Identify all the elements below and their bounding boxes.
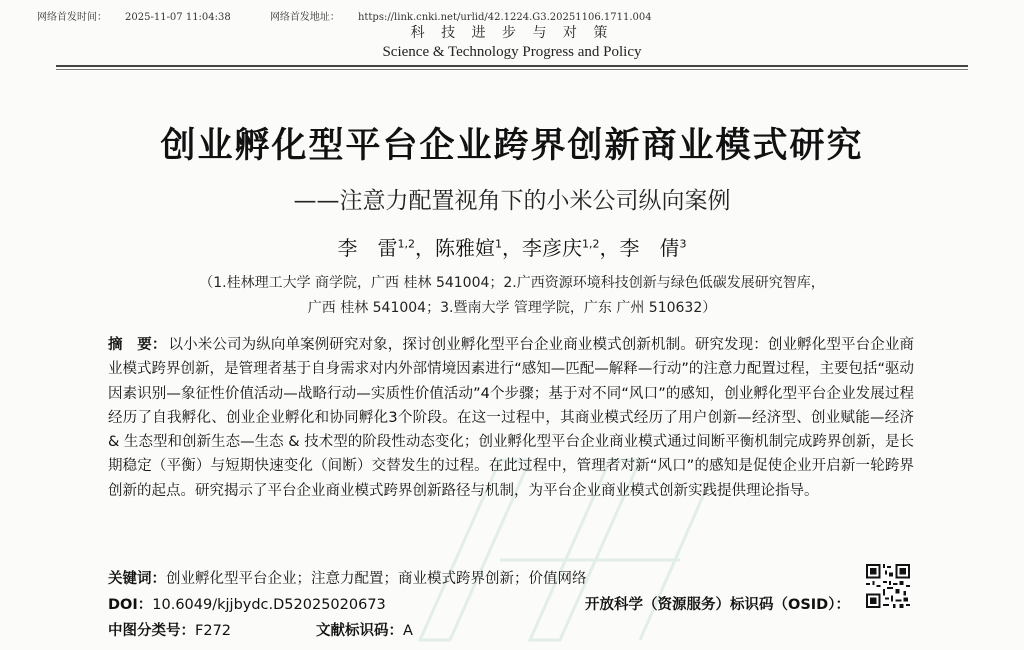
article-title: 创业孵化型平台企业跨界创新商业模式研究	[160, 126, 864, 166]
author-affil-sup: 3	[679, 237, 687, 251]
affiliation-line-2: 广西 桂林 541004；3.暨南大学 管理学院，广东 广州 510632）	[307, 300, 717, 316]
keywords	[108, 567, 587, 588]
header-rule-thin	[56, 69, 968, 70]
first-pub-time: 2025-11-07 11:04:38	[125, 12, 231, 23]
publication-meta-bar	[37, 8, 688, 23]
abstract-text: 以小米公司为纵向单案例研究对象，探讨创业孵化型平台企业商业模式创新机制。研究发现：创业孵化型平台企业商业模式跨界创新，是管理者基于自身需求对内外部情境因素进行“感知—匹配—解释—行动”的注意力配置过程，主要包括“驱动因素识别—象征性价值活动—战略行动—实质性价值活动”4个步骤；基于对不同“风口”的感知，创业孵化型平台企业发展过程经历了自我孵化、创业企业孵化和协同孵化3个阶段。在这一过程中，其商业模式经历了用户创新—经济型、创业赋能—经济 & 生态型和创新生态—生态 & 技术型的阶段性动态变化；创业孵化型平台企业商业模式通过间断平衡机制完成跨界创新，是长期稳定（平衡）与短期快速变化（间断）交替发生的过程。在此过程中，管理者对新“风口”的感知是促使企业开启新一轮跨界创新的起点。研究揭示了平台企业商业模式跨界创新路径与机制，为平台企业商业模式创新实践提供理论指导。	[108, 337, 914, 499]
article-subtitle: ——注意力配置视角下的小米公司纵向案例	[293, 188, 731, 214]
header-rule-thick	[56, 65, 968, 67]
clc-number	[108, 619, 231, 640]
abstract	[108, 333, 914, 503]
author-name: 陈雅媗	[435, 236, 495, 260]
doi-value[interactable]: 10.6049/kjjbydc.D52025020673	[152, 597, 386, 613]
author-affil-sup: 1,2	[582, 237, 600, 251]
author-name: 李 雷	[337, 236, 398, 260]
author-name: 李 倩	[619, 236, 680, 260]
author-affil-sup: 1	[495, 237, 502, 251]
osid-label: 开放科学（资源服务）标识码（OSID）：	[585, 597, 850, 613]
document-code	[316, 619, 413, 640]
author-affil-sup: 1,2	[397, 237, 415, 251]
author-name: 李彦庆	[522, 236, 582, 260]
clc-label: 中图分类号：	[108, 623, 195, 639]
keywords-text: 创业孵化型平台企业；注意力配置；商业模式跨界创新；价值网络	[166, 571, 587, 587]
doi-label: DOI：	[108, 597, 153, 613]
doc-code-label: 文献标识码：	[316, 623, 403, 639]
first-pub-time-label: 网络首发时间：	[37, 12, 107, 23]
keywords-label: 关键词：	[108, 571, 166, 587]
qr-code-icon[interactable]	[866, 564, 910, 608]
osid	[585, 593, 850, 614]
journal-name-cn: 科 技 进 步 与 对 策	[410, 25, 614, 41]
abstract-label: 摘 要：	[108, 337, 167, 353]
journal-name-en: Science & Technology Progress and Policy	[382, 44, 642, 60]
first-pub-url[interactable]: https://link.cnki.net/urlid/42.1224.G3.20251106.1711.004	[357, 12, 652, 23]
author-list: 李 雷$^{1,2}$，陈雅媗$^1$，李彦庆$^{1,2}$，李 倩$^3$	[337, 236, 687, 260]
clc-value: F272	[195, 623, 232, 639]
affiliation-line-1: （1.桂林理工大学 商学院，广西 桂林 541004；2.广西资源环境科技创新与绿色低碳发展研究智库，	[199, 275, 825, 291]
doc-code-value: A	[403, 623, 413, 639]
doi	[108, 593, 386, 614]
first-pub-url-label: 网络首发地址：	[269, 12, 340, 23]
